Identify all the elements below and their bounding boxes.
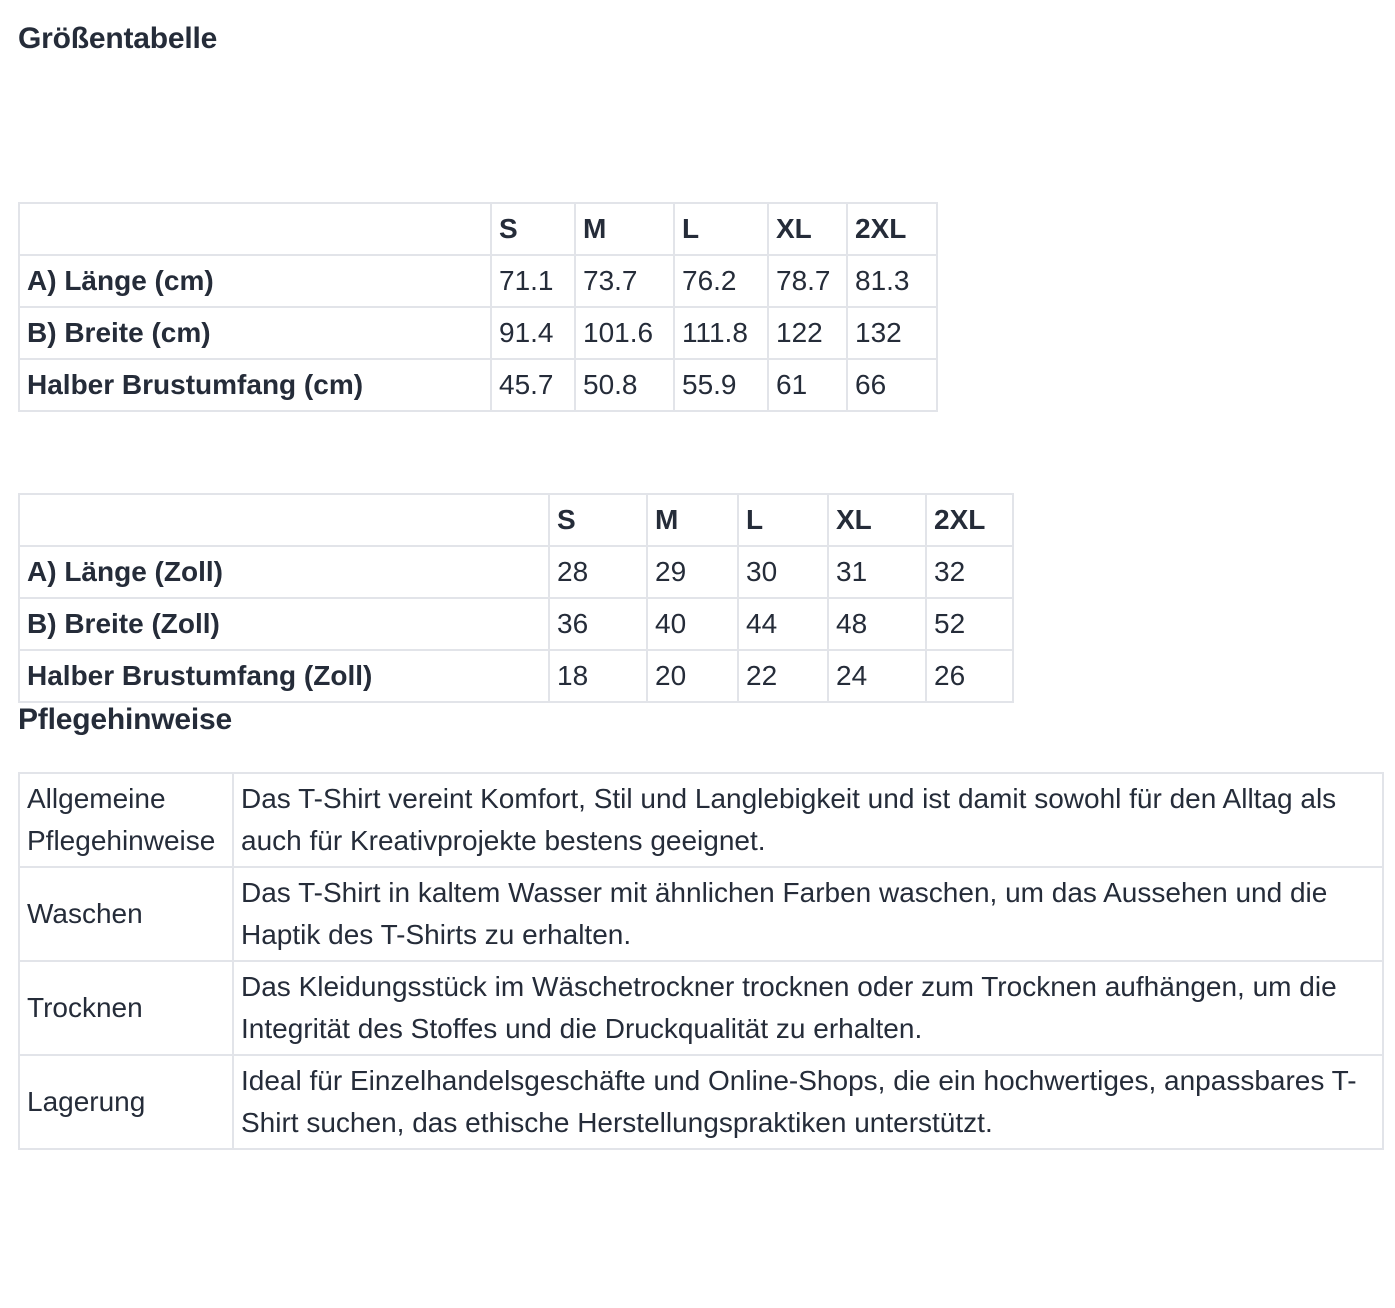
size-col-header-s: S (549, 494, 647, 546)
size-col-header-m: M (647, 494, 738, 546)
size-col-header-xl: XL (768, 203, 847, 255)
size-value: 78.7 (768, 255, 847, 307)
size-value: 52 (926, 598, 1013, 650)
care-row (19, 867, 1383, 961)
size-value: 111.8 (674, 307, 768, 359)
size-value: 122 (768, 307, 847, 359)
size-value: 50.8 (575, 359, 674, 411)
size-value: 132 (847, 307, 937, 359)
table-row (19, 546, 1013, 598)
row-label: A) Länge (Zoll) (19, 546, 549, 598)
table-row (19, 359, 937, 411)
size-value: 91.4 (491, 307, 575, 359)
table-row (19, 255, 937, 307)
size-value: 40 (647, 598, 738, 650)
size-value: 73.7 (575, 255, 674, 307)
care-text-cell: Ideal für Einzelhandelsgeschäfte und Online-Shops, die ein hochwertiges, anpassbares T-Shirt suchen, das ethische Herstellungspraktiken unterstützt. (233, 1055, 1383, 1149)
size-table-zoll (18, 493, 1014, 703)
size-col-header-2xl: 2XL (847, 203, 937, 255)
care-row (19, 1055, 1383, 1149)
corner-cell (19, 494, 549, 546)
size-value: 28 (549, 546, 647, 598)
size-value: 36 (549, 598, 647, 650)
size-value: 31 (828, 546, 926, 598)
row-label: Halber Brustumfang (cm) (19, 359, 491, 411)
size-value: 71.1 (491, 255, 575, 307)
size-col-header-2xl: 2XL (926, 494, 1013, 546)
care-text-cell: Das T-Shirt in kaltem Wasser mit ähnlichen Farben waschen, um das Aussehen und die Haptik des T-Shirts zu erhalten. (233, 867, 1383, 961)
table-row (19, 307, 937, 359)
size-value: 24 (828, 650, 926, 702)
size-col-header-s: S (491, 203, 575, 255)
row-label: B) Breite (Zoll) (19, 598, 549, 650)
size-value: 26 (926, 650, 1013, 702)
row-label: A) Länge (cm) (19, 255, 491, 307)
size-table-cm (18, 202, 938, 412)
care-instructions-table (18, 772, 1384, 1150)
size-value: 45.7 (491, 359, 575, 411)
size-col-header-l: L (738, 494, 828, 546)
size-value: 44 (738, 598, 828, 650)
care-label-cell: Allgemeine Pflegehinweise (19, 773, 233, 867)
size-col-header-xl: XL (828, 494, 926, 546)
size-value: 30 (738, 546, 828, 598)
care-label-cell: Lagerung (19, 1055, 233, 1149)
size-value: 29 (647, 546, 738, 598)
care-label-cell: Trocknen (19, 961, 233, 1055)
size-value: 66 (847, 359, 937, 411)
row-label: Halber Brustumfang (Zoll) (19, 650, 549, 702)
size-value: 61 (768, 359, 847, 411)
table-row (19, 598, 1013, 650)
size-table-cm-header-row (19, 203, 937, 255)
size-table-zoll-header-row (19, 494, 1013, 546)
care-text-cell: Das Kleidungsstück im Wäschetrockner trocknen oder zum Trocknen aufhängen, um die Integrität des Stoffes und die Druckqualität zu erhalten. (233, 961, 1383, 1055)
size-col-header-l: L (674, 203, 768, 255)
size-value: 76.2 (674, 255, 768, 307)
table-row (19, 650, 1013, 702)
size-value: 101.6 (575, 307, 674, 359)
size-chart-heading: Größentabelle (18, 22, 218, 55)
care-instructions-heading: Pflegehinweise (18, 702, 232, 736)
size-value: 22 (738, 650, 828, 702)
care-label-cell: Waschen (19, 867, 233, 961)
size-col-header-m: M (575, 203, 674, 255)
size-value: 48 (828, 598, 926, 650)
size-value: 55.9 (674, 359, 768, 411)
size-value: 81.3 (847, 255, 937, 307)
care-text-cell: Das T-Shirt vereint Komfort, Stil und Langlebigkeit und ist damit sowohl für den Alltag als auch für Kreativprojekte bestens geeignet. (233, 773, 1383, 867)
care-row (19, 773, 1383, 867)
size-value: 18 (549, 650, 647, 702)
corner-cell (19, 203, 491, 255)
care-row (19, 961, 1383, 1055)
row-label: B) Breite (cm) (19, 307, 491, 359)
size-value: 20 (647, 650, 738, 702)
size-value: 32 (926, 546, 1013, 598)
